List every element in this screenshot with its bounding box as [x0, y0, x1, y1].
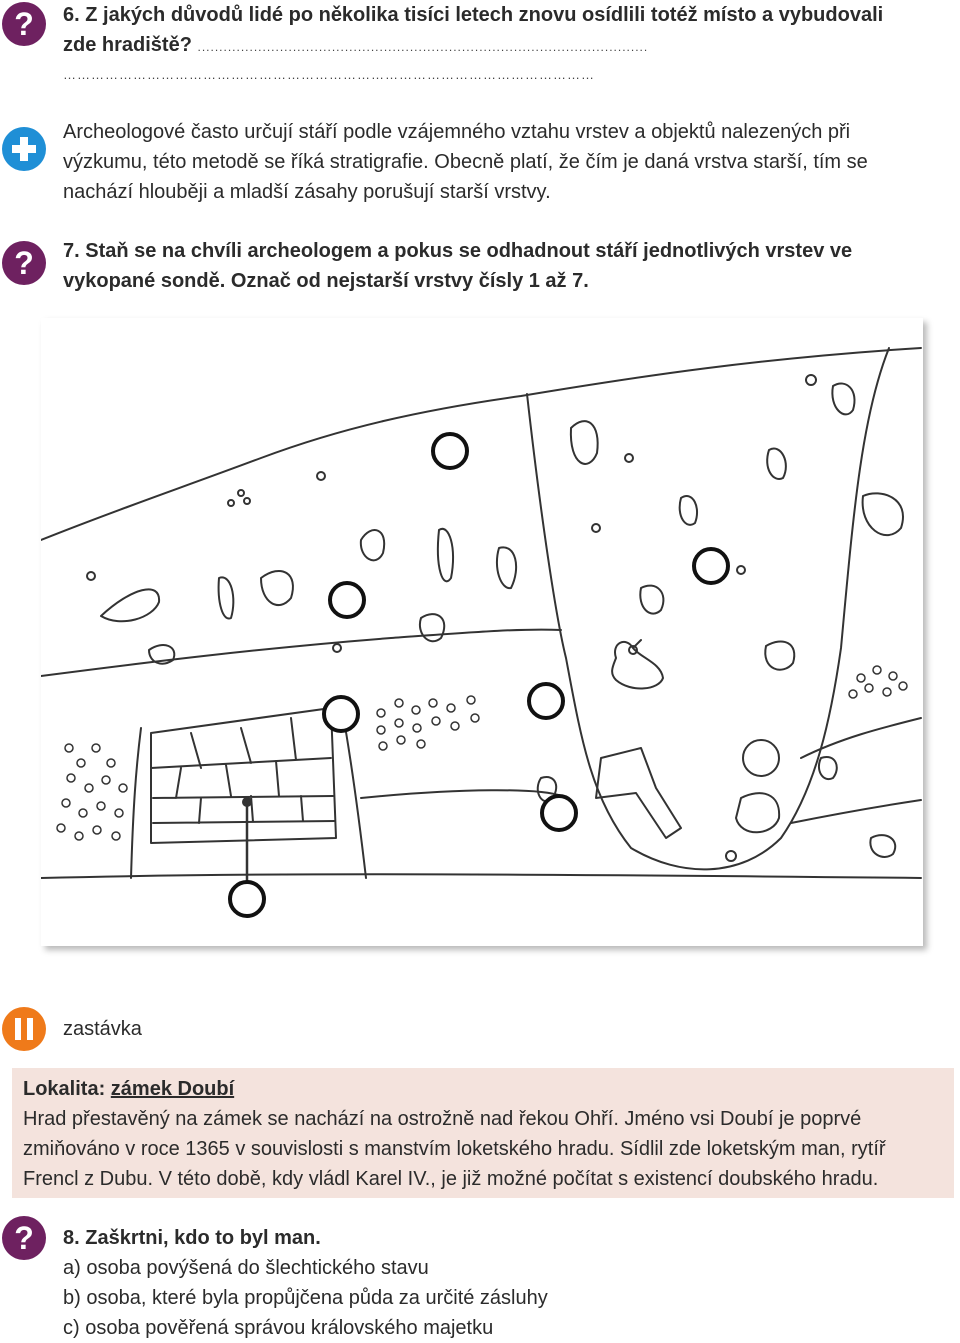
layer-line-right-2 — [791, 800, 921, 823]
question-7-line-1: 7. Staň se na chvíli archeologem a pokus se odhadnout stáří jednotlivých vrstev ve — [63, 240, 853, 262]
answer-line[interactable]: …………………………………………………………………………………………………… — [63, 67, 595, 82]
gravel-right — [849, 666, 907, 698]
question-mark-icon — [2, 241, 46, 285]
location-line-3: Frencl z Dubu. V této době, kdy vládl Karel IV., je již možné počítat s existencí doubského hradu. — [23, 1168, 879, 1190]
layer-line-top — [41, 348, 921, 540]
question-8-title: 8. Zaškrtni, kdo to byl man. — [63, 1227, 321, 1249]
pause-icon — [2, 1007, 46, 1051]
answer-line[interactable]: ........................................................................................................ — [197, 40, 649, 54]
layer-line-bottom — [41, 874, 921, 878]
location-prefix: Lokalita: — [23, 1078, 111, 1100]
svg-text:?: ? — [14, 6, 34, 42]
svg-text:?: ? — [14, 1220, 34, 1256]
location-line-1: Hrad přestavěný na zámek se nachází na ostrožně nad řekou Ohří. Jméno vsi Doubí je poprvé — [23, 1108, 862, 1130]
option-a[interactable]: a) osoba povýšená do šlechtického stavu — [63, 1257, 429, 1279]
cut-line-left — [131, 728, 141, 878]
question-6-line-1: 6. Z jakých důvodů lidé po několika tisíci letech znovu osídlili totéž místo a vybudovali — [63, 4, 884, 26]
plus-icon — [2, 127, 46, 171]
gravel-middle — [377, 696, 479, 750]
question-mark-icon — [2, 1216, 46, 1260]
answer-circle — [542, 796, 576, 830]
answer-circle — [230, 882, 264, 916]
answer-circles — [230, 434, 728, 916]
duck-figurine — [612, 640, 663, 688]
question-6 — [63, 0, 943, 62]
question-8 — [63, 1223, 943, 1343]
question-6-line-2 — [63, 30, 943, 62]
question-mark-icon — [2, 2, 46, 46]
option-b[interactable]: b) osoba, které byla propůjčena půda za určité zásluhy — [63, 1287, 548, 1309]
location-heading — [23, 1074, 234, 1104]
cog-wheel — [743, 740, 779, 776]
answer-circle — [330, 583, 364, 617]
question-7-line-2: vykopané sondě. Označ od nejstarší vrstvy čísly 1 až 7. — [63, 270, 589, 292]
pit-outline — [527, 348, 889, 869]
wall-bricks — [151, 718, 335, 823]
stratigraphy-drawing — [41, 318, 923, 946]
location-name: zámek Doubí — [110, 1078, 235, 1100]
question-7 — [63, 236, 943, 296]
info-line-2: výzkumu, této metodě se říká stratigrafie. Obecně platí, že čím je daná vrstva starší, tím se — [63, 151, 868, 173]
answer-circle — [324, 697, 358, 731]
answer-circle — [433, 434, 467, 468]
info-line-3: nachází hlouběji a mladší zásahy porušují starší vrstvy. — [63, 181, 551, 203]
stop-label: zastávka — [63, 1018, 142, 1040]
toy-car — [596, 748, 681, 838]
svg-text:?: ? — [14, 245, 34, 281]
location-line-2: zmiňováno v roce 1365 v souvislosti s manstvím loketského hradu. Sídlil zde loketským man, rytíř — [23, 1138, 886, 1160]
gravel-left — [57, 744, 127, 840]
location-box — [12, 1068, 954, 1198]
answer-circle — [694, 549, 728, 583]
info-paragraph — [63, 117, 943, 207]
layer-line-middle — [41, 630, 561, 676]
info-line-1: Archeologové často určují stáří podle vzájemného vztahu vrstev a objektů nalezených při — [63, 121, 851, 143]
layer-line-lower — [361, 790, 561, 798]
option-c[interactable]: c) osoba pověřená správou královského majetku — [63, 1317, 494, 1339]
answer-circle — [529, 684, 563, 718]
rolled-coin — [736, 793, 779, 832]
question-6-text: zde hradiště? — [63, 34, 192, 56]
